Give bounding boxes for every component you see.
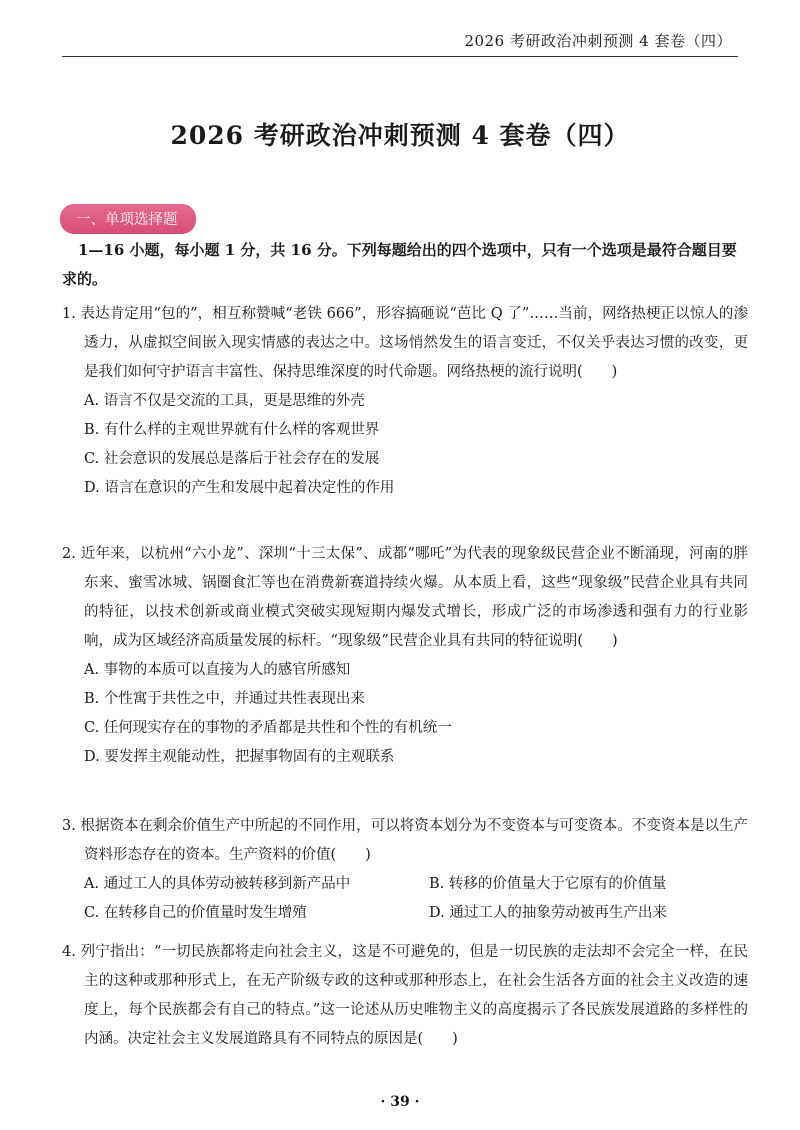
running-header: 2026 考研政治冲刺预测 4 套卷（四） xyxy=(464,32,732,50)
page-title: 2026 考研政治冲刺预测 4 套卷（四） xyxy=(170,121,630,150)
option-a: A. 通过工人的具体劳动被转移到新产品中 xyxy=(84,876,351,892)
question-1 xyxy=(62,300,748,503)
question-stem: 4. 列宁指出：“一切民族都将走向社会主义，这是不可避免的，但是一切民族的走法却不会完全一样，在民主的这种或那种形式上，在无产阶级专政的这种或那种形态上，在社会生活各方面的社会主义改造的速度上，每个民族都会有自己的特点。”这一论述从历史唯物主义的高度揭示了各民族发展道路的多样性的内涵。决定社会主义发展道路具有不同特点的原因是( ) xyxy=(62,944,748,1047)
option-b: B. 有什么样的主观世界就有什么样的客观世界 xyxy=(84,422,380,438)
section-badge: 一、单项选择题 xyxy=(60,204,196,234)
option-c: C. 在转移自己的价值量时发生增殖 xyxy=(84,905,307,921)
option-d: D. 通过工人的抽象劳动被再生产出来 xyxy=(429,905,667,921)
question-stem: 1. 表达肯定用“包的”，相互称赞喊“老铁 666”，形容搞砸说“芭比 Q 了”……当前，网络热梗正以惊人的渗透力，从虚拟空间嵌入现实情感的表达之中。这场悄然发生的语言变迁，不仅关乎表达习惯的改变，更是我们如何守护语言丰富性、保持思维深度的时代命题。网络热梗的流行说明( ) xyxy=(62,306,748,380)
option-c: C. 任何现实存在的事物的矛盾都是共性和个性的有机统一 xyxy=(84,720,452,736)
option-b: B. 转移的价值量大于它原有的价值量 xyxy=(429,876,667,892)
option-a: A. 事物的本质可以直接为人的感官所感知 xyxy=(84,662,351,678)
option-d: D. 语言在意识的产生和发展中起着决定性的作用 xyxy=(84,480,395,496)
header-rule xyxy=(62,56,738,57)
question-4 xyxy=(62,938,748,1054)
option-b: B. 个性寓于共性之中，并通过共性表现出来 xyxy=(84,691,365,707)
option-a: A. 语言不仅是交流的工具，更是思维的外壳 xyxy=(84,393,365,409)
option-c: C. 社会意识的发展总是落后于社会存在的发展 xyxy=(84,451,380,467)
page-number: · 39 · xyxy=(380,1094,420,1110)
question-stem: 3. 根据资本在剩余价值生产中所起的不同作用，可以将资本划分为不变资本与可变资本。不变资本是以生产资料形态存在的资本。生产资料的价值( ) xyxy=(62,818,748,863)
option-d: D. 要发挥主观能动性，把握事物固有的主观联系 xyxy=(84,749,395,765)
question-stem: 2. 近年来，以杭州“六小龙”、深圳“十三太保”、成都“哪吒”为代表的现象级民营企业不断涌现，河南的胖东来、蜜雪冰城、锅圈食汇等也在消费新赛道持续火爆。从本质上看，这些“现象级”民营企业具有共同的特征，以技术创新或商业模式突破实现短期内爆发式增长，形成广泛的市场渗透和强有力的行业影响，成为区域经济高质量发展的标杆。“现象级”民营企业具有共同的特征说明( ) xyxy=(62,546,748,649)
section-intro: 1—16 小题，每小题 1 分，共 16 分。下列每题给出的四个选项中，只有一个选项是最符合题目要求的。 xyxy=(62,241,737,288)
question-3 xyxy=(62,812,748,928)
question-2 xyxy=(62,540,748,772)
